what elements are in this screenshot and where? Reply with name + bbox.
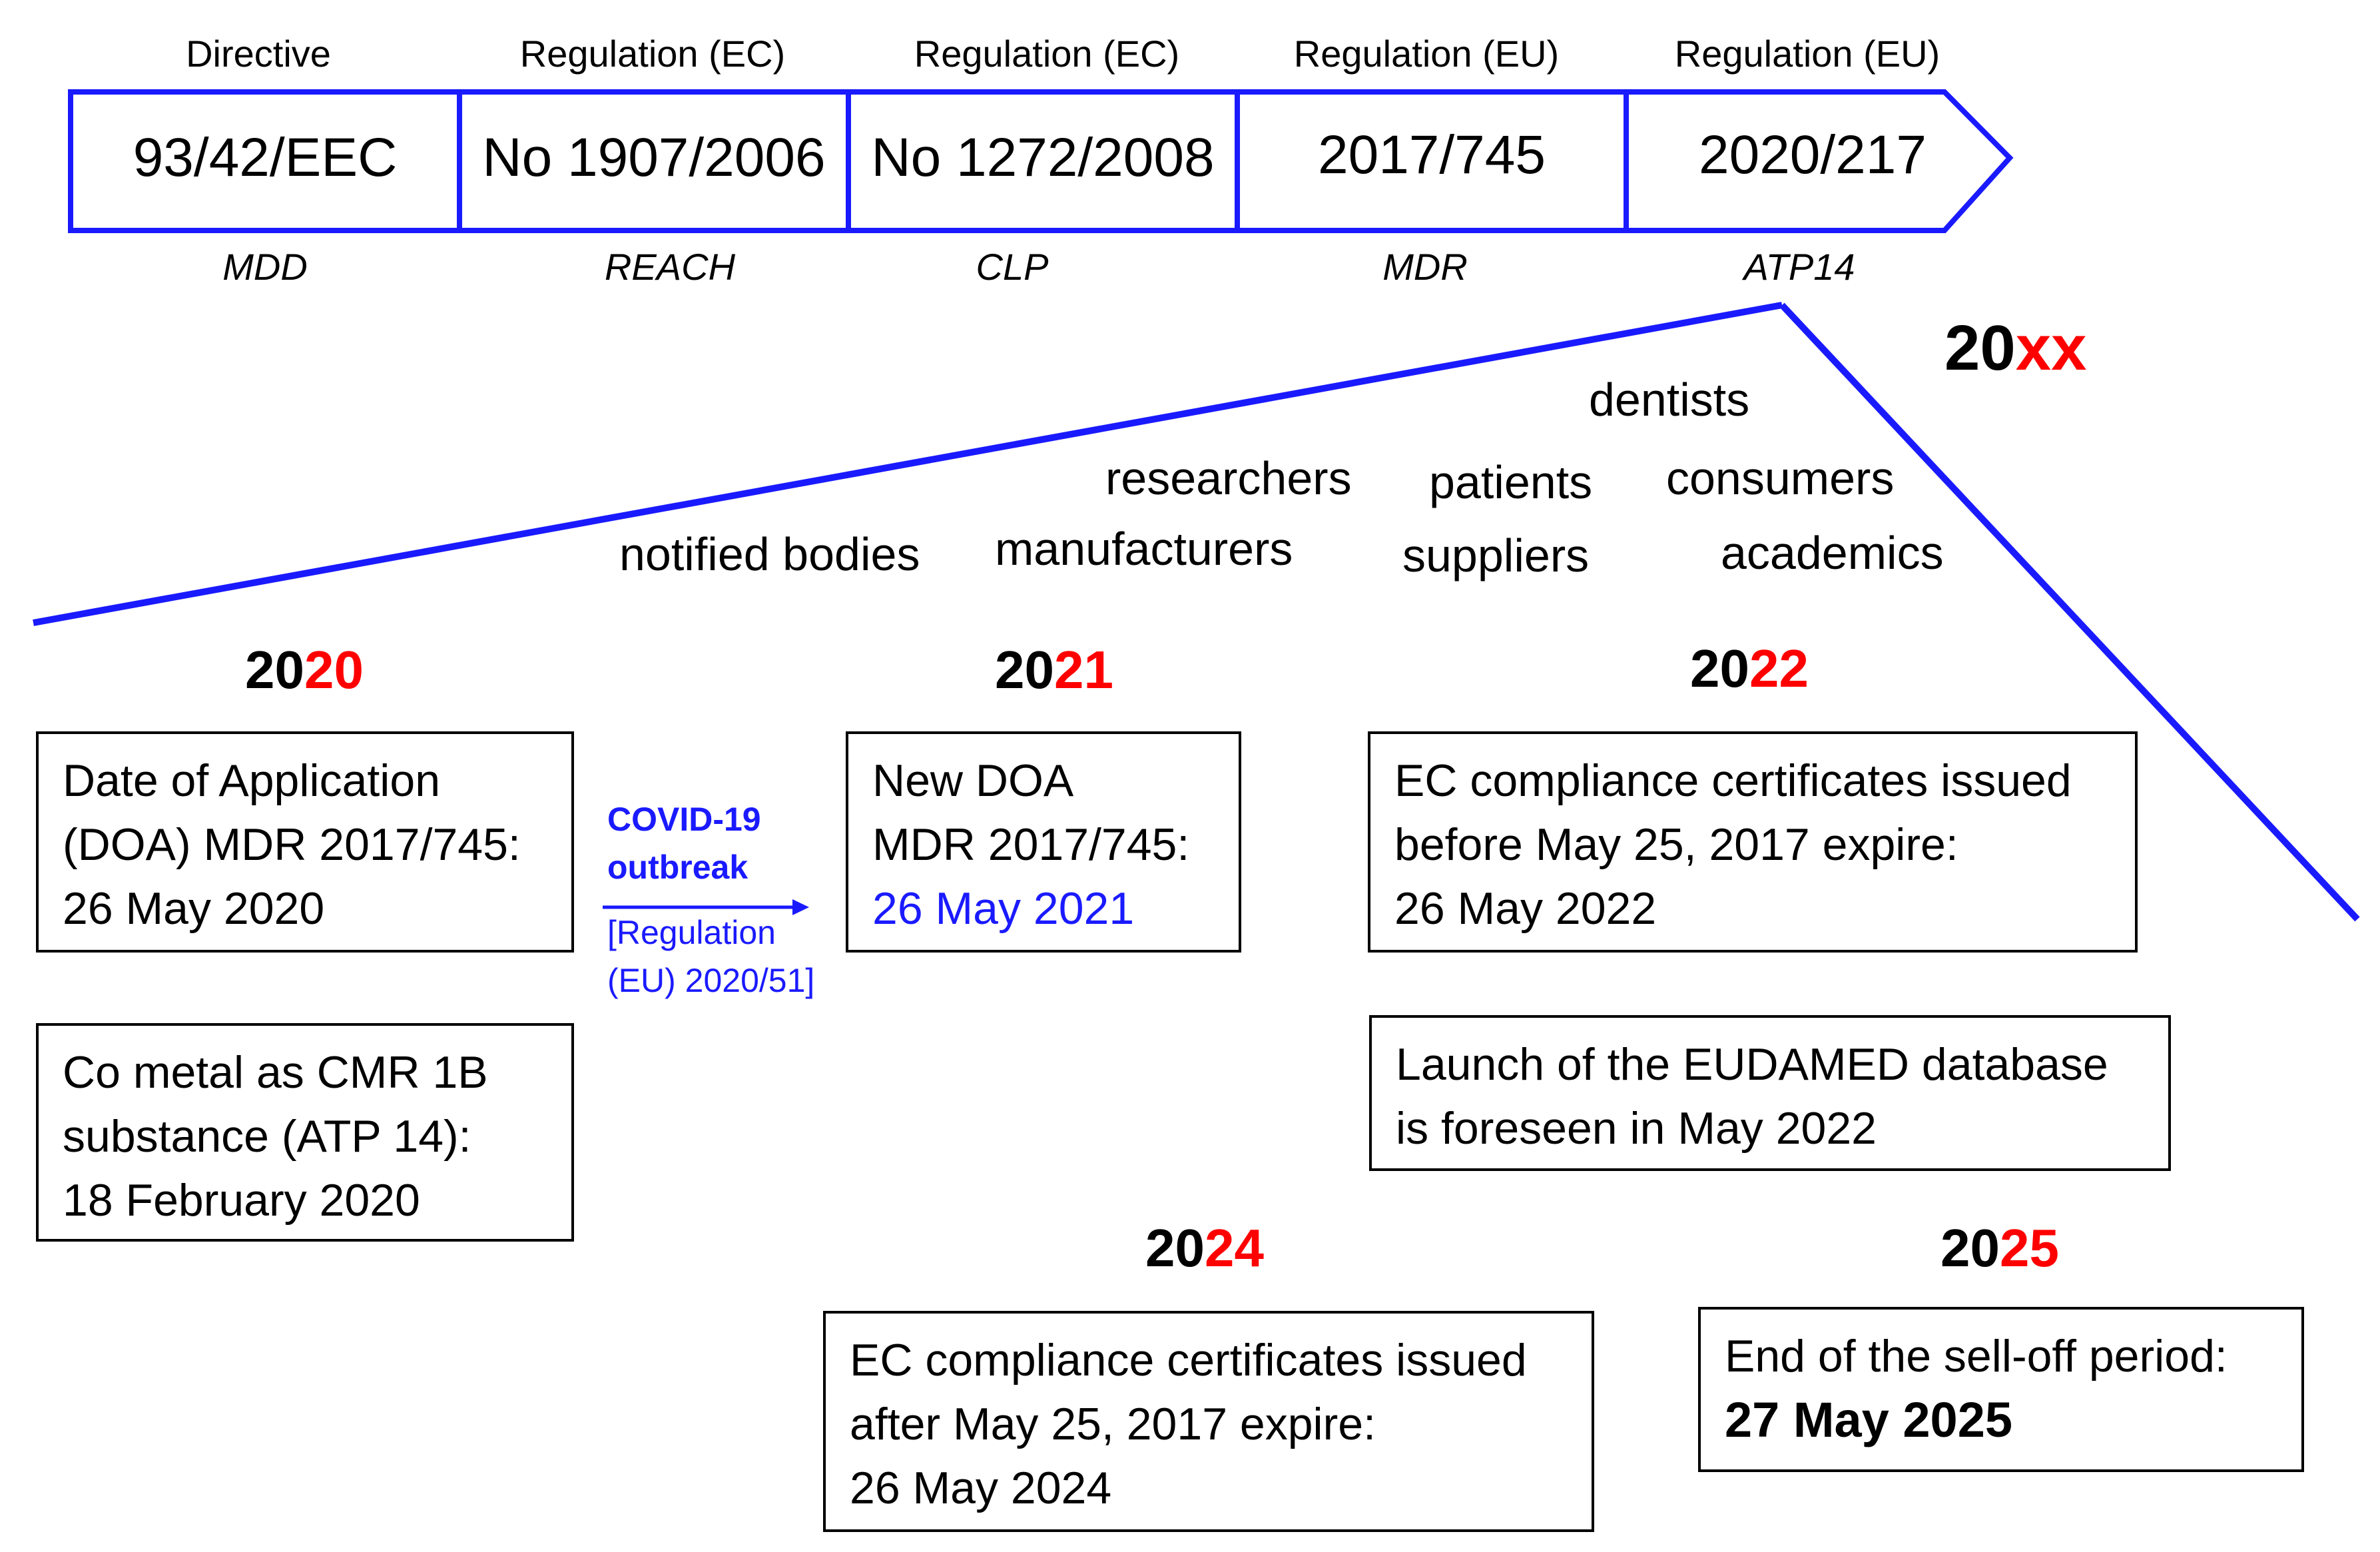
covid-label-line1: COVID-19 (607, 801, 761, 838)
stakeholder-consumers: consumers (1666, 452, 1895, 504)
year-2024: 2024 (1145, 1218, 1264, 1278)
year-2025: 2025 (1940, 1218, 2059, 1278)
box-co-metal: Co metal as CMR 1B substance (ATP 14): 18 February 2020 (36, 1023, 574, 1242)
future-year-label (1944, 312, 2087, 385)
year-2022: 2022 (1690, 639, 1809, 698)
stakeholder-academics: academics (1721, 527, 1944, 579)
future-year-prefix: 20 (1944, 312, 2016, 384)
header-abbr-2: REACH (604, 246, 736, 288)
covid-regulation-line2: (EU) 2020/51] (607, 962, 815, 999)
header-code-4: 2017/745 (1317, 125, 1546, 185)
stakeholder-dentists: dentists (1589, 374, 1750, 426)
stakeholder-researchers: researchers (1105, 452, 1352, 504)
box-date-of-application: Date of Application (DOA) MDR 2017/745: 26 May 2020 (36, 731, 574, 953)
covid-regulation-line1: [Regulation (607, 914, 776, 951)
covid-arrow-head (792, 899, 809, 915)
header-code-2: No 1907/2006 (482, 127, 826, 188)
stakeholder-notified-bodies: notified bodies (619, 528, 920, 580)
covid-label-line2: outbreak (607, 849, 748, 886)
stakeholder-patients: patients (1429, 456, 1593, 508)
box-new-doa: New DOA MDR 2017/745: 26 May 2021 (846, 731, 1241, 953)
header-category-3: Regulation (EC) (914, 33, 1180, 75)
box-sell-off-period: End of the sell-off period: 27 May 2025 (1698, 1307, 2304, 1472)
box-eudamed: Launch of the EUDAMED database is foreseen in May 2022 (1369, 1015, 2171, 1171)
header-abbr-3: CLP (976, 246, 1049, 288)
year-2020: 2020 (245, 640, 364, 699)
header-code-5: 2020/217 (1698, 125, 1927, 185)
header-category-1: Directive (186, 33, 331, 75)
header-category-2: Regulation (EC) (519, 33, 786, 75)
header-code-1: 93/42/EEC (133, 127, 398, 188)
header-abbr-1: MDD (222, 246, 308, 288)
header-category-4: Regulation (EU) (1293, 33, 1560, 75)
header-abbr-5: ATP14 (1743, 246, 1855, 288)
box-ec-certificates-after: EC compliance certificates issued after May 25, 2017 expire: 26 May 2024 (823, 1311, 1594, 1532)
header-category-5: Regulation (EU) (1674, 33, 1940, 75)
header-code-3: No 1272/2008 (871, 127, 1215, 188)
future-year-suffix: xx (2015, 312, 2087, 384)
stakeholder-suppliers: suppliers (1402, 530, 1590, 582)
header-abbr-4: MDR (1382, 246, 1468, 288)
box-ec-certificates-before: EC compliance certificates issued before May 25, 2017 expire: 26 May 2022 (1368, 731, 2138, 953)
year-2021: 2021 (995, 640, 1113, 699)
stakeholder-manufacturers: manufacturers (995, 523, 1293, 575)
